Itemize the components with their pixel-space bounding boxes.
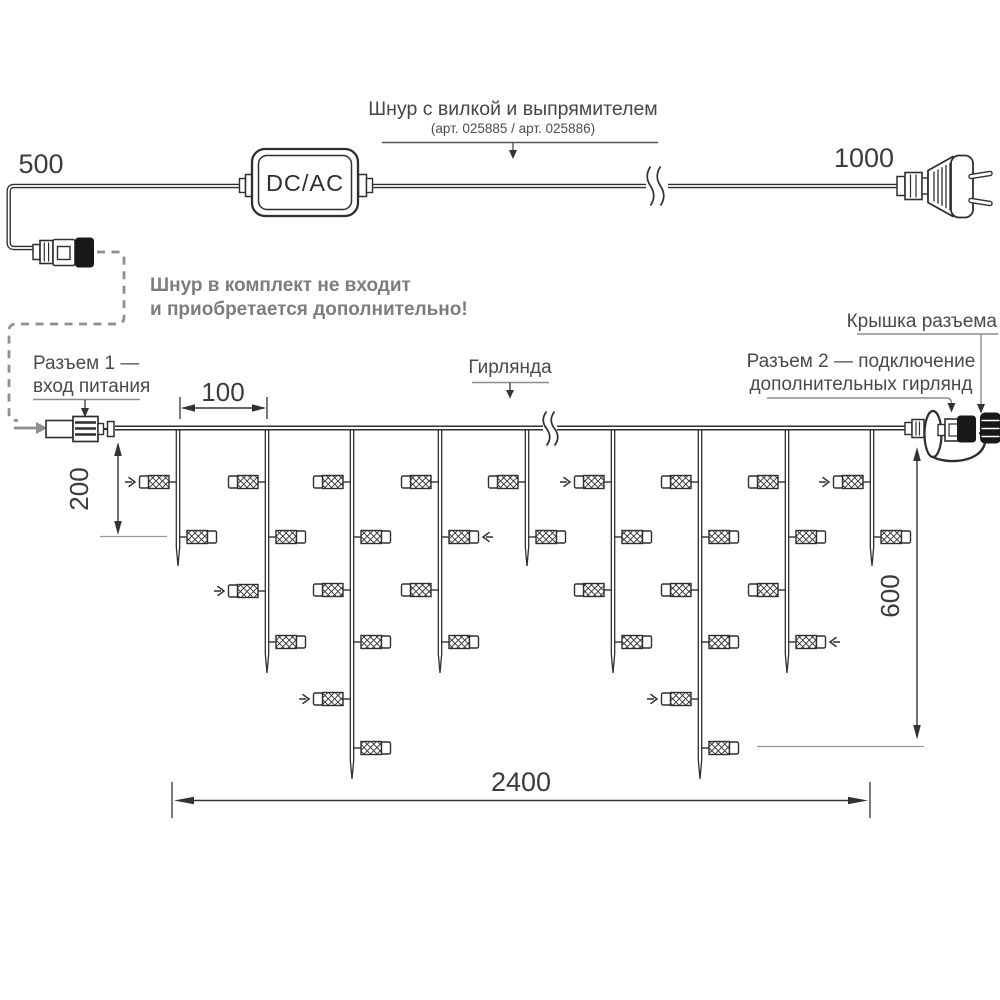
led-lamp [709,636,730,649]
lamp-tip [902,531,911,543]
lamp-tip [314,476,323,488]
icicle-drop [698,430,701,779]
led-lamp [498,476,519,489]
note-line1: Шнур в комплект не входит [150,275,411,296]
led-lamp [361,636,382,649]
connector1-line1: Разъем 1 — [33,353,140,374]
dcac-converter [240,149,373,216]
icicle-drop [870,430,873,566]
led-lamp [361,531,382,544]
icicle-drop [176,430,179,566]
cord-cable [9,167,898,249]
led-lamp [187,531,208,544]
garland-label-block [468,357,552,399]
icicle-drop [350,430,353,779]
dim-drop-max [757,447,924,747]
dim-1000: 1000 [833,143,895,173]
lamp-tip [470,636,479,648]
led-lamp [584,584,605,597]
led-lamp [323,693,344,706]
connector-cap [980,413,1000,444]
lamp-tip [817,531,826,543]
dim-total-length [172,767,870,818]
garland-section [33,311,1000,818]
led-lamp [758,584,779,597]
garland-label: Гирлянда [468,357,552,378]
lamp-tip [730,636,739,648]
icicle-drop [785,430,788,673]
lamp-tip [662,693,671,705]
title-arrow [509,150,517,159]
connector2-line1: Разъем 2 — подключение [746,351,976,372]
lamp-tip [749,476,758,488]
lamp-tip [817,636,826,648]
cord-title: Шнур с вилкой и выпрямителем [368,98,658,120]
connector1-line2: вход питания [33,376,151,397]
led-lamp [622,531,643,544]
dim-drop-spacing [180,377,267,419]
led-lamp [411,476,432,489]
lamp-tip [749,584,758,596]
led-lamp [671,584,692,597]
not-included-note [150,275,468,320]
garland-end-assembly [905,411,1000,461]
lamp-tip [662,476,671,488]
lamp-tip [314,584,323,596]
led-lamp [149,476,170,489]
dim-200: 200 [64,467,94,511]
led-lamp [238,585,259,598]
led-lamp [411,584,432,597]
lamp-tip [575,476,584,488]
led-lamp [709,742,730,755]
garland-arrow [506,390,514,399]
plug-body [928,157,953,217]
icicle-drop [611,430,614,673]
led-lamp [276,531,297,544]
lamp-tip [314,693,323,705]
icicle-drop [265,430,268,673]
lamp-tip [382,531,391,543]
led-lamp [758,476,779,489]
cord-title-block [368,98,658,159]
dim-first-drop [64,442,167,537]
dim-100: 100 [201,377,245,407]
lamp-tip [489,476,498,488]
dcac-right-nub [359,175,367,197]
power-plug [897,156,990,218]
wire-break-mark [543,412,550,446]
led-lamp [671,693,692,706]
lamp-tip [402,584,411,596]
lamp-tip [643,531,652,543]
wire-break-mark [551,412,558,446]
lamp-tip [643,636,652,648]
lamp-tip [229,476,238,488]
lamp-tip [402,476,411,488]
dim-500: 500 [18,149,64,179]
lamp-tip [297,531,306,543]
lamp-tip [140,476,149,488]
led-lamp [323,476,344,489]
led-lamp [709,531,730,544]
lamp-tip [382,636,391,648]
connector2-arrow [948,403,956,413]
lamp-tip [229,585,238,597]
led-lamp [796,531,817,544]
dashed-connection-path [9,252,124,434]
lamp-tip [575,584,584,596]
connector2-line2: дополнительных гирлянд [749,374,973,395]
cord-connector [33,238,94,268]
led-lamp [881,531,902,544]
lamp-tip [557,531,566,543]
led-lamp [276,636,297,649]
icicle-drop [525,430,528,566]
led-lamp [671,476,692,489]
lamp-tip [730,742,739,754]
led-lamp [449,531,470,544]
led-lamp [323,584,344,597]
icicle-drop [438,430,441,673]
cable-break-mark [647,167,654,206]
led-lamp [449,636,470,649]
lamp-tip [208,531,217,543]
led-lamp [796,636,817,649]
dim-2400: 2400 [490,767,552,797]
garland-render [115,412,911,780]
cap-label: Крышка разъема [846,311,997,332]
cord-connector-cap [75,238,94,268]
lamp-tip [730,531,739,543]
garland-connector1 [46,417,114,442]
led-lamp [238,476,259,489]
connector1-label [33,353,150,418]
led-lamp [536,531,557,544]
note-line2: и приобретается дополнительно! [150,299,468,320]
lamp-tip [297,636,306,648]
led-lamp [584,476,605,489]
dim-600: 600 [875,574,905,618]
led-lamp [622,636,643,649]
lamp-tip [382,742,391,754]
dcac-left-nub [240,179,246,193]
connector2-label [747,351,976,413]
cap-arrow [977,404,985,414]
lamp-tip [470,531,479,543]
led-lamp [843,476,864,489]
led-lamp [361,742,382,755]
dcac-label: DC/AC [265,170,345,196]
cord-subtitle: (арт. 025885 / арт. 025886) [430,121,596,136]
lamp-tip [662,584,671,596]
lamp-tip [834,476,843,488]
